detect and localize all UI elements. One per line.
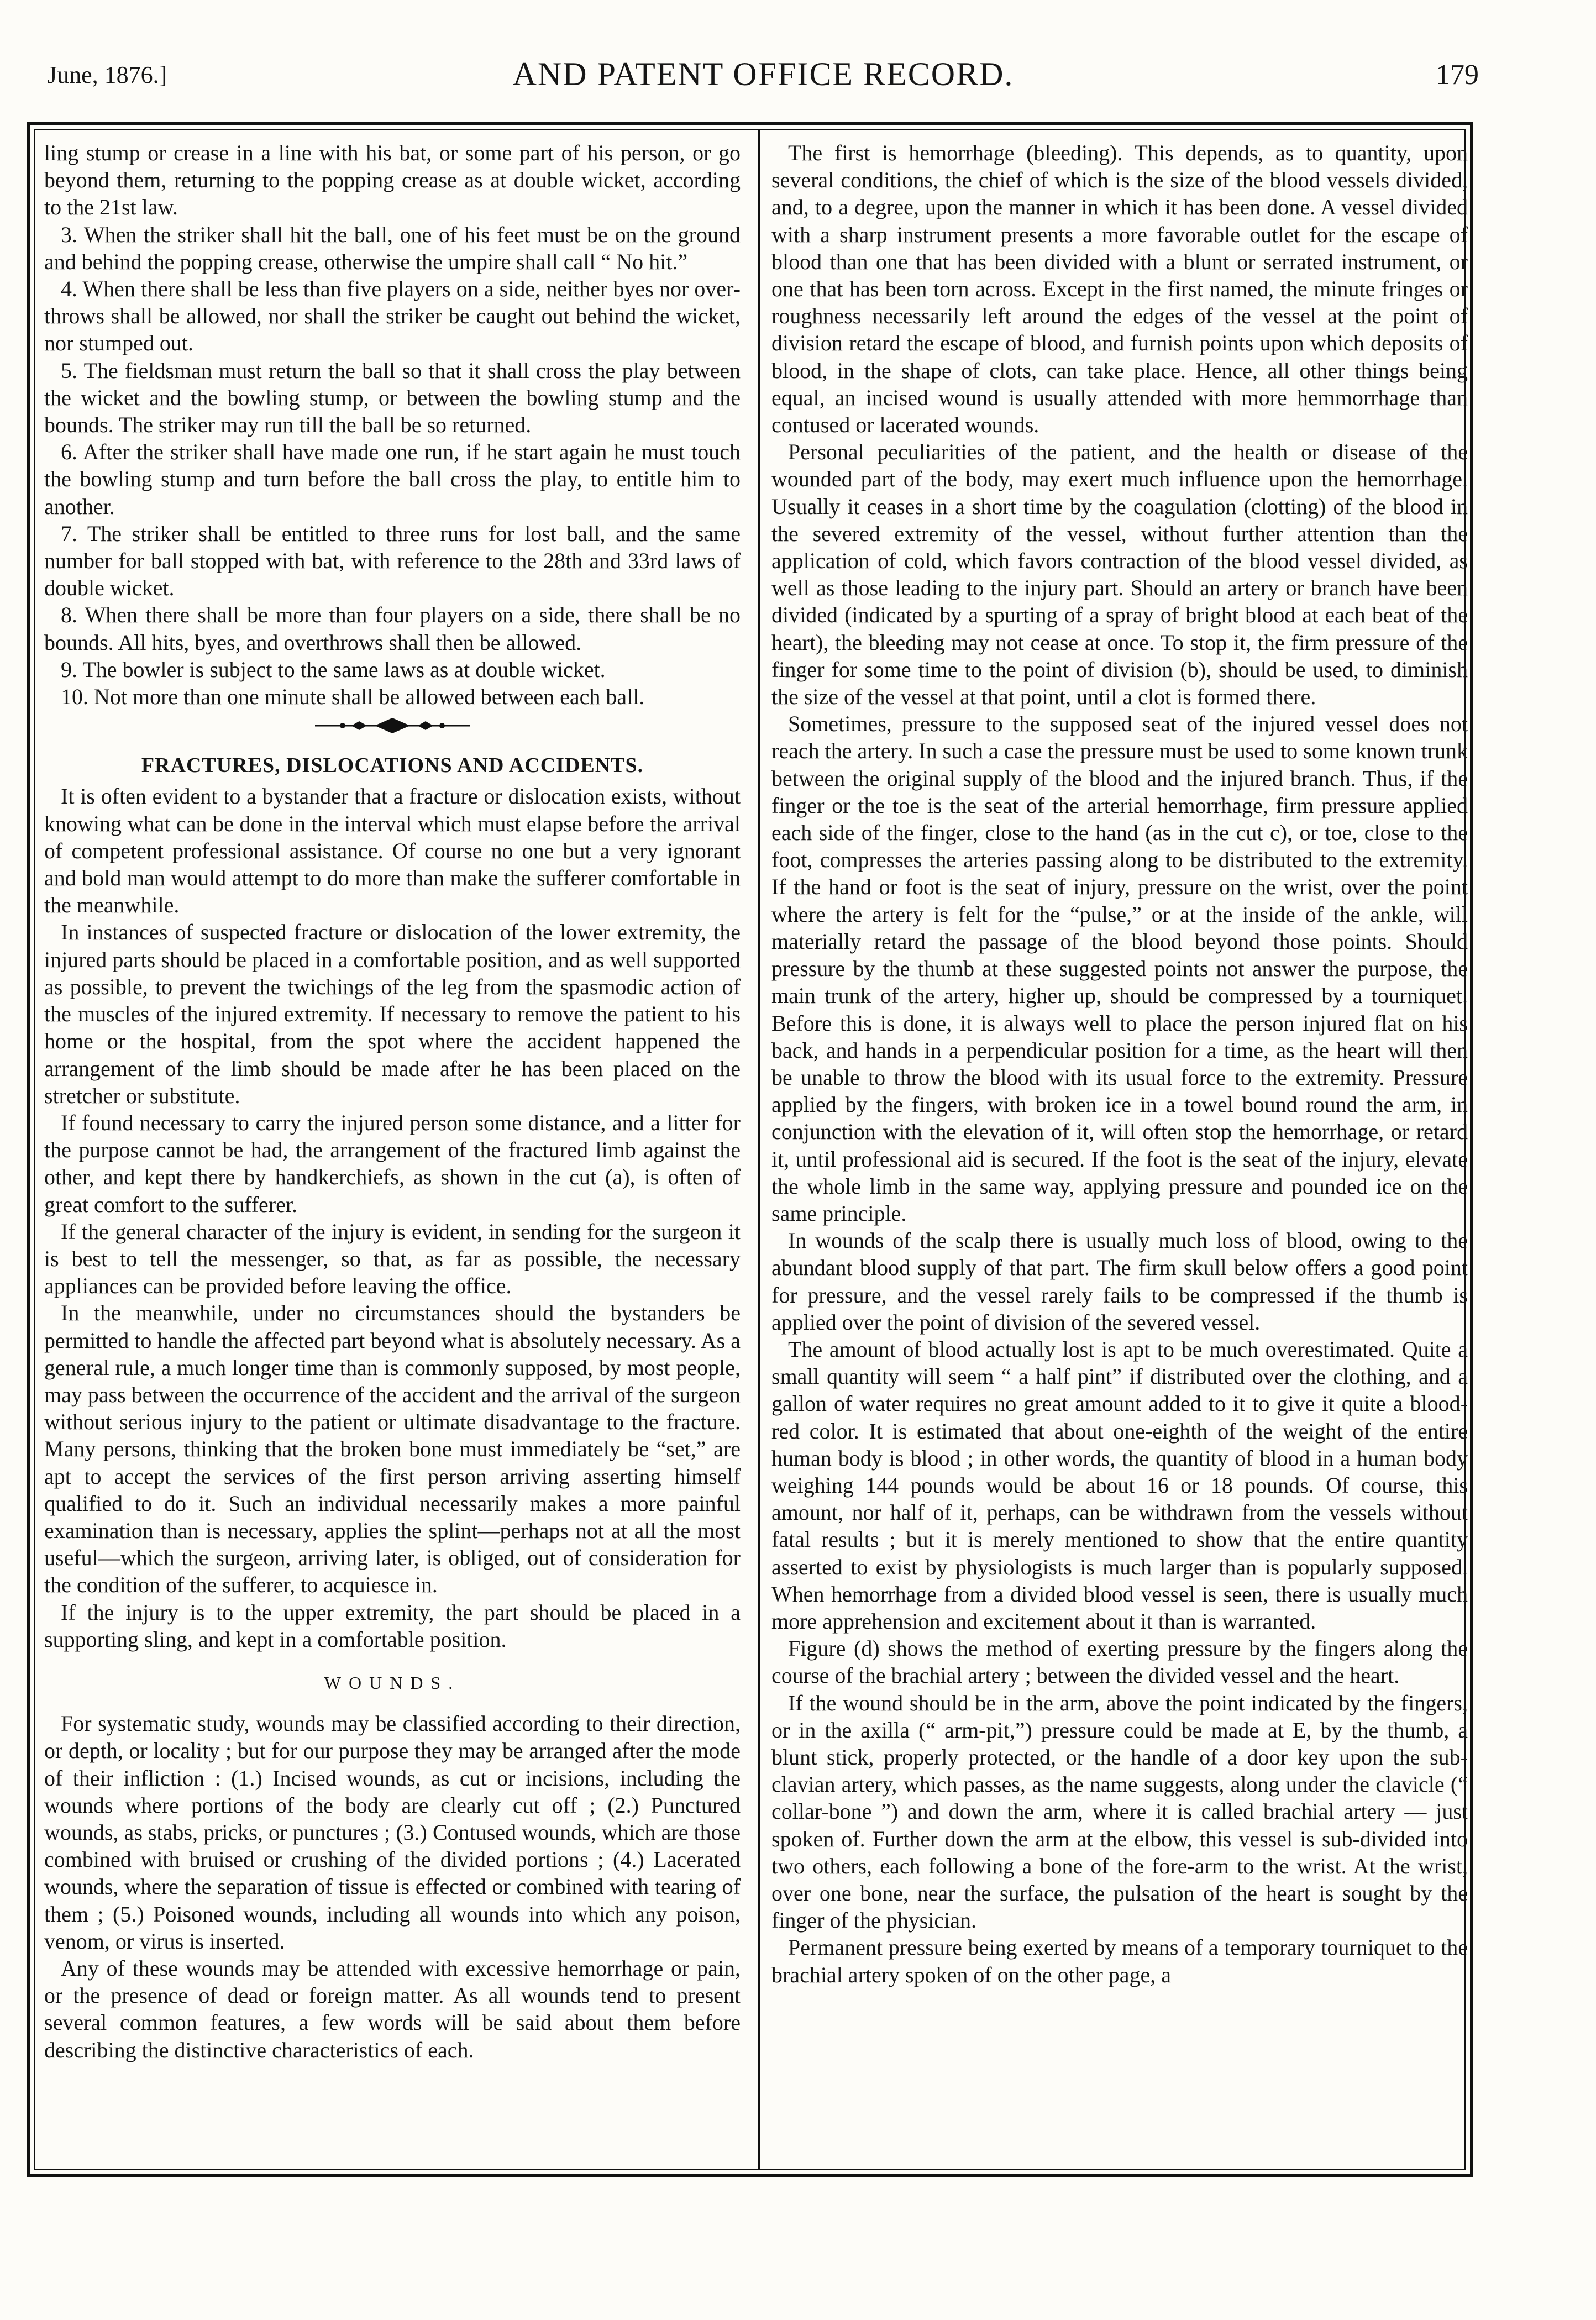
right-column — [771, 139, 1468, 2156]
page-number: 179 — [1436, 59, 1479, 91]
paragraph: 4. When there shall be less than five players on a side, neither byes nor over-throws shall be allowed, nor shall the striker be caught out behind the wicket, nor stumped out. — [44, 276, 741, 356]
running-title: AND PATENT OFFICE RECORD. — [512, 56, 1014, 92]
paragraph: In the meanwhile, under no circumstances should the bystanders be permitted to handle the affected part beyond what is absolutely necessary. As a general rule, a much longer time than is commonly supposed, by most people, may pass between the occurrence of the accident and the arrival of the surgeon without serious injury to the patient or ultimate disadvantage to the fracture. Many persons, thinking that the broken bone must immediately be “set,” are apt to accept the services of the first person arriving asserting himself qualified to do it. Such an individual necessarily makes a more painful examination than is necessary, applies the splint—perhaps not at all the most useful—which the surgeon, arriving later, is obliged, out of consideration for the condition of the sufferer, to acquiesce in. — [44, 1300, 741, 1598]
page-header — [48, 55, 1479, 116]
paragraph: The first is hemorrhage (bleeding). This depends, as to quantity, upon several conditions, the chief of which is the size of the blood vessels divided, and, to a degree, upon the manner in which it has been done. A vessel divided with a sharp instrument presents a more favorable outlet for the escape of blood than one that has been divided with a blunt or serrated instrument, or one that has been torn across. Except in the first named, the minute fringes or roughness necessarily left around the edges of the vessel at the point of division retard the escape of blood, and furnish points upon which deposits of blood, in the shape of clots, can take place. Hence, all other things being equal, an incised wound is usually attended with more hemmorrhage than contused or lacerated wounds. — [771, 140, 1468, 438]
paragraph: 6. After the striker shall have made one run, if he start again he must touch the bowling stump and turn before the ball cross the play, to entitle him to another. — [44, 439, 741, 519]
paragraph: Personal peculiarities of the patient, and the health or disease of the wounded part of the body, may exert much influence upon the hemorrhage. Usually it ceases in a short time by the coagulation (clotting) of the blood in the severed extremity of the vessel, without further attention than the application of cold, which favors contraction of the blood vessel divided, as well as those leading to the injury part. Should an artery or branch have been divided (indicated by a spurting of a spray of bright blood at each beat of the heart), the bleeding may not cease at once. To stop it, the firm pressure of the finger for some time to the point of division (b), should be used, to diminish the size of the vessel at that point, until a clot is formed there. — [771, 439, 1468, 710]
paragraph: In wounds of the scalp there is usually much loss of blood, owing to the abundant blood supply of that part. The firm skull below offers a good point for pressure, and the vessel rarely fails to be compressed if the thumb is applied over the point of division of the severed vessel. — [771, 1228, 1468, 1335]
paragraph: Sometimes, pressure to the supposed seat of the injured vessel does not reach the artery. In such a case the pressure must be used to some known trunk between the original supply of the blood and the injured branch. Thus, if the finger or the toe is the seat of the arterial hemorrhage, firm pressure applied each side of the finger, close to the hand (as in the cut c), or toe, close to the foot, compresses the arteries passing along to be distributed to the extremity. If the hand or foot is the seat of injury, pressure on the wrist, over the point where the artery is felt for the “pulse,” or at the inside of the ankle, will materially retard the passage of the blood beyond those points. Should pressure by the thumb at these suggested points not answer the purpose, the main trunk of the artery, higher up, should be compressed by a tourniquet. Before this is done, it is always well to place the person injured flat on his back, and hands in a perpendicular position for a time, as the heart will then be unable to throw the blood with its usual force to the extremity. Pressure applied by the fingers, with broken ice in a towel bound round the arm, in conjunction with the elevation of it, will often stop the hemorrhage, or retard it, until professional aid is secured. If the foot is the seat of the injury, elevate the whole limb in the same way, applying pressure and pounded ice on the same principle. — [771, 711, 1468, 1226]
paragraph: ling stump or crease in a line with his bat, or some part of his person, or go beyond them, returning to the popping crease as at double wicket, according to the 21st law. — [44, 140, 741, 220]
subheading-wounds: WOUNDS. — [324, 1672, 461, 1693]
paragraph: Permanent pressure being exerted by means of a temporary tourniquet to the brachial artery spoken of on the other page, a — [771, 1935, 1468, 1987]
issue-date: June, 1876.] — [48, 61, 167, 88]
paragraph: In instances of suspected fracture or dislocation of the lower extremity, the injured parts should be placed in a comfortable position, and as well supported as possible, to prevent the twichings of the leg from the spasmodic action of the muscles of the injured extremity. If necessary to remove the patient to his home or the hospital, from the spot where the accident happened the arrangement of the limb should be made after he has been placed on the stretcher or substitute. — [44, 920, 741, 1108]
paragraph: 7. The striker shall be entitled to three runs for lost ball, and the same number for ball stopped with bat, with reference to the 28th and 33rd laws of double wicket. — [44, 521, 741, 601]
paragraph: If the injury is to the upper extremity, the part should be placed in a supporting sling, and kept in a comfortable position. — [44, 1599, 741, 1652]
paragraph: For systematic study, wounds may be classified according to their direction, or depth, or locality ; but for our purpose they may be arranged after the mode of their infliction : (1.) Incised wounds, as cut or incisions, including the wounds where portions of the body are clearly cut off ; (2.) Punctured wounds, as stabs, pricks, or punctures ; (3.) Contused wounds, which are those combined with bruised or crushing of the divided portions ; (4.) Lacerated wounds, where the separation of tissue is effected or combined with tearing of them ; (5.) Poisoned wounds, including all wounds into which any poison, venom, or virus is inserted. — [44, 1711, 741, 1954]
paragraph: If found necessary to carry the injured person some distance, and a litter for the purpose cannot be had, the arrangement of the fractured limb against the other, and kept there by handkerchiefs, as shown in the cut (a), is often of great comfort to the sufferer. — [44, 1110, 741, 1217]
paragraph: If the general character of the injury is evident, in sending for the surgeon it is best to tell the messenger, so that, as far as possible, the necessary appliances can be provided before leaving the office. — [44, 1219, 741, 1299]
paragraph: Figure (d) shows the method of exerting pressure by the fingers along the course of the brachial artery ; between the divided vessel and the heart. — [771, 1636, 1468, 1688]
paragraph: Any of these wounds may be attended with excessive hemorrhage or pain, or the presence of dead or foreign matter. As all wounds tend to present several common features, a few words will be said about them before describing the distinctive characteristics of each. — [44, 1956, 741, 2062]
paragraph: If the wound should be in the arm, above the point indicated by the fingers, or in the axilla (“ arm-pit,”) pressure could be made at E, by the thumb, a blunt stick, properly protected, or the handle of a door key upon the sub-clavian artery, which passes, as the name suggests, along under the clavicle (“ collar-bone ”) and down the arm, where it is called brachial artery — just spoken of. Further down the arm at the elbow, this vessel is sub-divided into two others, each following a bone of the fore-arm to the wrist. At the wrist, over one bone, near the surface, the pulsation of the heart is sought by the finger of the physician. — [771, 1690, 1468, 1933]
paragraph: 8. When there shall be more than four players on a side, there shall be no bounds. All hits, byes, and overthrows shall then be allowed. — [44, 602, 741, 655]
left-column — [44, 139, 741, 2156]
paragraph: The amount of blood actually lost is apt to be much overestimated. Quite a small quantity will seem “ a half pint” if distributed over the clothing, and a gallon of water requires no great amount added to it to give it quite a blood-red color. It is estimated that about one-eighth of the weight of the entire human body is blood ; in other words, the quantity of blood in a human body weighing 144 pounds would be about 16 or 18 pounds. Of course, this amount, nor half of it, perhaps, can be withdrawn from the vessels without fatal results ; but it is merely mentioned to show that the entire quantity asserted to exist by physiologists is much larger than is popularly supposed. When hemorrhage from a divided blood vessel is seen, there is usually much more apprehension and excitement about it than is warranted. — [771, 1336, 1468, 1634]
paragraph: 9. The bowler is subject to the same laws as at double wicket. — [61, 657, 606, 682]
paragraph: 5. The fieldsman must return the ball so that it shall cross the play between the wicket and the bowling stump, or between the bowling stump and the bounds. The striker may run till the ball be so returned. — [44, 358, 741, 438]
ornamental-rule — [44, 715, 741, 737]
paragraph: 3. When the striker shall hit the ball, one of his feet must be on the ground and behind the popping crease, otherwise the umpire shall call “ No hit.” — [44, 222, 741, 274]
paragraph: 10. Not more than one minute shall be allowed between each ball. — [61, 684, 645, 710]
paragraph: It is often evident to a bystander that a fracture or dislocation exists, without knowing what can be done in the interval which must elapse before the arrival of competent professional assistance. Of course no one but a very ignorant and bold man would attempt to do more than make the sufferer comfortable in the meanwhile. — [44, 784, 741, 918]
column-divider — [758, 130, 760, 2169]
section-heading: FRACTURES, DISLOCATIONS AND ACCIDENTS. — [141, 754, 644, 778]
